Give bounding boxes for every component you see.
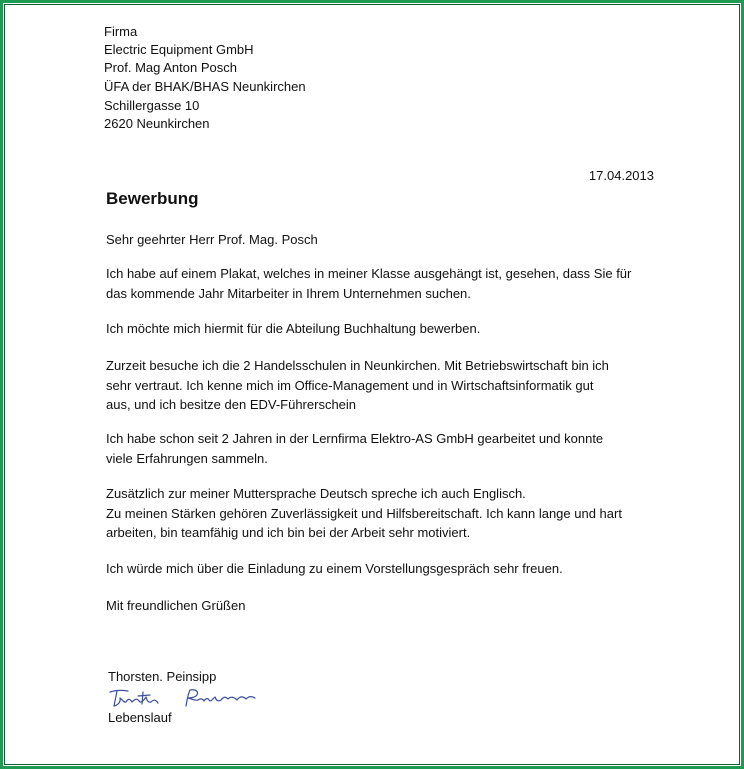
paragraph-line: arbeiten, bin teamfähig und ich bin bei der Arbeit sehr motiviert.: [106, 525, 471, 540]
enclosure: Lebenslauf: [108, 710, 172, 725]
address-line: 2620 Neunkirchen: [104, 116, 210, 131]
paragraph-line: Ich habe auf einem Plakat, welches in meiner Klasse ausgehängt ist, gesehen, dass Sie für: [106, 266, 632, 281]
address-line: Electric Equipment GmbH: [104, 42, 254, 57]
address-line: Schillergasse 10: [104, 98, 200, 113]
paragraph-line: Ich würde mich über die Einladung zu einem Vorstellungsgespräch sehr freuen.: [106, 561, 563, 576]
salutation: Sehr geehrter Herr Prof. Mag. Posch: [106, 232, 318, 247]
paragraph-3: [106, 356, 609, 415]
letter-date: 17.04.2013: [588, 168, 654, 183]
paragraph-line: sehr vertraut. Ich kenne mich im Office-Management und in Wirtschaftsinformatik gut: [106, 377, 594, 393]
letter-subject: Bewerbung: [106, 189, 199, 208]
paragraph-line: aus, und ich besitze den EDV-Führerschein: [106, 397, 357, 412]
paragraph-line: Zu meinen Stärken gehören Zuverlässigkeit und Hilfsbereitschaft. Ich kann lange und hart: [106, 505, 622, 521]
paragraph-line: Zurzeit besuche ich die 2 Handelsschulen in Neunkirchen. Mit Betriebswirtschaft bin ich: [106, 358, 609, 373]
address-line: Prof. Mag Anton Posch: [104, 60, 237, 75]
signer-name: Thorsten. Peinsipp: [108, 669, 217, 684]
address-line: ÜFA der BHAK/BHAS Neunkirchen: [104, 79, 306, 94]
closing: Mit freundlichen Grüßen: [106, 598, 246, 613]
paragraph-line: das kommende Jahr Mitarbeiter in Ihrem Unternehmen suchen.: [106, 285, 471, 301]
address-line: Firma: [104, 24, 138, 39]
paragraph-line: Zusätzlich zur meiner Muttersprache Deutsch spreche ich auch Englisch.: [106, 486, 526, 501]
paragraph-4: [106, 429, 603, 468]
paragraph-2: [106, 319, 480, 339]
paragraph-line: Ich habe schon seit 2 Jahren in der Lernfirma Elektro-AS GmbH gearbeitet und konnte: [106, 431, 604, 446]
handwritten-signature: [108, 686, 268, 710]
paragraph-line: Ich möchte mich hiermit für die Abteilung Buchhaltung bewerben.: [106, 321, 481, 336]
paragraph-6: [106, 559, 563, 579]
paragraph-1: [106, 264, 631, 303]
paragraph-line: viele Erfahrungen sammeln.: [106, 450, 268, 466]
paragraph-5: [106, 484, 622, 543]
